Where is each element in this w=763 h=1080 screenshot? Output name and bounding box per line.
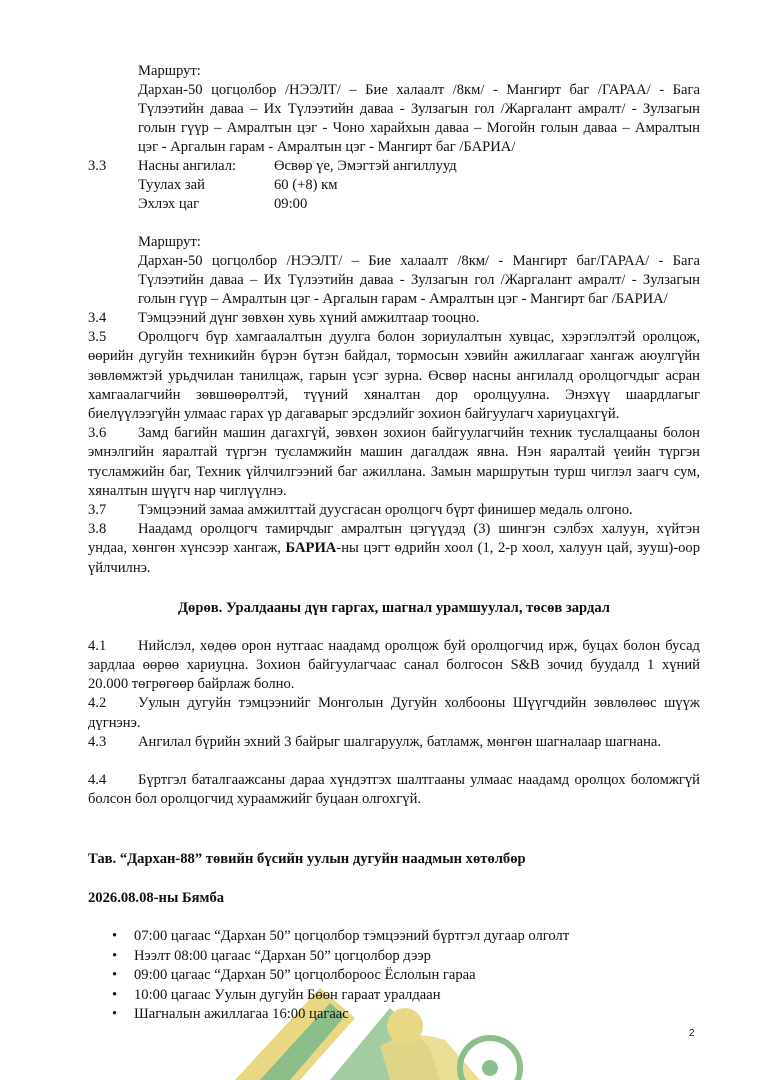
spacer [88,809,700,849]
page-content [88,62,700,1025]
schedule-item: • 07:00 цагаас “Дархан 50” цогцолбор тэмцээний бүртгэл дугаар олголт [112,927,700,947]
info-row [88,157,700,176]
item-number: 3.7 [88,502,107,519]
spacer [88,869,700,888]
paragraph-3-8 [88,520,700,578]
item-number: 4.2 [88,695,107,712]
paragraph-3-4 [88,309,700,328]
info-label: Насны ангилал: [138,158,237,174]
item-text: Замд багийн машин дагахгүй, зөвхөн зохион байгуулагчийн техник туслалцааны болон эмнэлгийн яаралтай түргэн тусламжийн машин дагалдаж явна. Нэн яаралтай үеийн түргэн тусламжийн баг, Техник үйлчилгээний баг ажиллана. Замын маршрутын турш чиглэл заагч сум, хяналтын шүүгч нар чиглүүлнэ. [88,425,700,499]
info-value: 09:00 [274,196,308,212]
paragraph-4-2 [88,694,700,732]
item-3-3 [88,157,700,214]
program-title: Тав. “Дархан-88” төвийн бүсийн уулын дугуйн наадмын хөтөлбөр [88,851,526,868]
schedule-list [88,927,700,1025]
route-line: Түлээтийн даваа – Их Түлээтийн даваа - Зулзагын гол /Жаргалант амралт/ - Зулзагын [138,101,700,117]
spacer [88,578,700,598]
item-number: 3.8 [88,521,107,538]
page-number: 2 [689,1028,695,1039]
item-number: 4.4 [88,772,107,789]
route-line: Түлээтийн даваа – Их Түлээтийн даваа - Зулзагын гол /Жаргалант амралт/ - Зулзагын [138,272,700,288]
item-text-after: -ны цэгт өдрийн хоол (1, 2-р хоол, халуун цай, зууш)-оор үйлчилнэ. [88,540,700,576]
spacer [88,908,700,927]
paragraph-4-3 [88,733,700,752]
info-value: 60 (+8) км [274,177,338,193]
schedule-item: • 09:00 цагаас “Дархан 50” цогцолбороос Ёслолын гараа [112,966,700,986]
item-number: 3.3 [88,158,107,174]
info-value: Өсвөр үе, Эмэгтэй ангиллууд [274,158,457,174]
spacer [88,618,700,637]
section-heading: Дөрөв. Уралдааны дүн гаргах, шагнал урамшуулал, төсөв зардал [178,599,610,616]
info-label: Туулах зай [138,177,205,193]
item-text: Бүртгэл баталгаажсаны дараа хүндэтгэх шалтгааны улмаас наадамд оролцох боломжгүй болсон бол оролцогчид хураамжийг буцаан олгохгүй. [88,772,700,808]
info-row [88,176,700,195]
item-number: 4.1 [88,637,107,654]
item-text: Ангилал бүрийн эхний 3 байрыг шалгаруулж, батламж, мөнгөн шагналаар шагнана. [138,733,662,750]
paragraph-3-6 [88,424,700,501]
schedule-item: • 10:00 цагаас Уулын дугуйн Бөөн гараат уралдаан [112,986,700,1006]
route-line: цэг - Аргалын гарам - Амралтын цэг - Мангирт баг /БАРИА/ [138,139,516,155]
schedule-item: • Шагналын ажиллагаа 16:00 цагаас [112,1005,700,1025]
paragraph-3-7 [88,501,700,520]
item-text: Оролцогч бүр хамгаалалтын дуулга болон зориулалтын хувцас, хэрэглэлтэй оролцож, өөрийн дугуйн техникийн бүрэн бүтэн байдал, тормосын хэвийн ажиллагааг хангаж аюулгүйн зөвлөмжтэй урьдчилан танилцаж, гарын үсэг зурна. Өсвөр насны ангилалд оролцогчдыг асран хамгаалагчийн зөвшөөрөлтэй, түүний хяналтан дор оролцуулна. Энэхүү шаардлагыг биелүүлээгүйн улмаас гарах үр дагаварыг эрсдэлийг зохион байгуулагч хариуцахгүй. [88,329,700,423]
item-text-before: Наадамд оролцогч тамирчдыг амралтын цэгүүдэд (3) шингэн сэлбэх халуун, хүйтэн ундаа, хөнгөн хүнсээр хангаж, [88,521,700,557]
route-block-2 [88,233,700,309]
program-date: 2026.08.08-ны Бямба [88,890,225,907]
route-line: Дархан-50 цогцолбор /НЭЭЛТ/ – Бие халаалт /8км/ - Мангирт баг/ГАРАА/ - Бага [138,253,700,269]
info-label: Эхлэх цаг [138,196,200,212]
spacer [88,214,700,233]
route-label: Маршрут: [138,234,201,250]
item-number: 3.4 [88,310,107,326]
route-block-1 [88,62,700,157]
schedule-item: • Нээлт 08:00 цагаас “Дархан 50” цогцолбор дээр [112,947,700,967]
spacer [88,752,700,771]
info-row [88,195,700,214]
item-number: 3.6 [88,425,107,442]
route-line: голын гүүр – Амралтын цэг - Аргалын гарам - Амралтын цэг - Мангирт баг /БАРИА/ [138,291,668,307]
route-line: Дархан-50 цогцолбор /НЭЭЛТ/ – Бие халаалт /8км/ - Мангирт баг /ГАРАА/ - Бага [138,82,700,98]
item-text-bold: БАРИА [285,540,337,557]
paragraph-4-4 [88,771,700,809]
item-number: 3.5 [88,329,107,346]
item-text: Тэмцээний замаа амжилттай дуусгасан оролцогч бүрт финишер медаль олгоно. [138,502,633,519]
item-text: Нийслэл, хөдөө орон нутгаас наадамд оролцож буй оролцогчид ирж, буцах болон бусад зардлаа өөрөө хариуцна. Зохион байгуулагчаас санал болгосон S&B зочид буудалд 1 хүний 20.000 төгрөгөөр байрлаж болно. [88,637,700,693]
route-line: голын гүүр – Амралтын цэг - Чоно харайхын даваа – Могойн голын даваа – Амралтын [138,120,700,136]
paragraph-3-5 [88,328,700,424]
paragraph-4-1 [88,637,700,695]
item-text: Тэмцээний дүнг зөвхөн хувь хүний амжилтаар тооцно. [138,310,480,326]
item-text: Уулын дугуйн тэмцээнийг Монголын Дугуйн холбооны Шүүгчдийн зөвлөлөөс шүүж дүгнэнэ. [88,695,700,731]
route-label: Маршрут: [138,63,201,79]
item-number: 4.3 [88,733,107,750]
